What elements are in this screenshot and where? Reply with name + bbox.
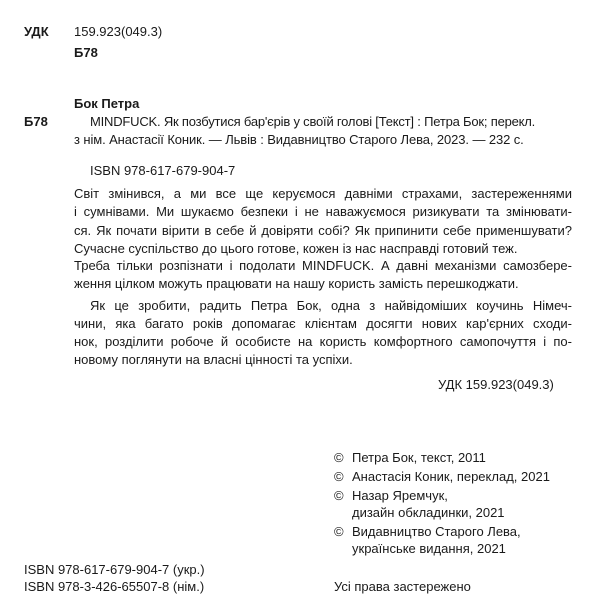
copyright-designer-role: дизайн обкладинки, 2021 (352, 505, 505, 520)
copyright-publisher: Видавництво Старого Лева, (352, 524, 521, 539)
annotation-p1-line-1: Світ змінився, а ми все ще керуємося давніми страхами, застереженнями (74, 186, 572, 201)
annotation-p2-line-3: нок, розділити робоче й особисте на користь комфортного самопочуття і по- (74, 334, 572, 349)
annotation-p2-line-2: чини, яка багато років допомагає клієнтам досягти нових кар'єрних сходи- (74, 316, 572, 331)
udk-code: 159.923(049.3) (74, 24, 163, 39)
copyright-symbol: © (334, 450, 344, 465)
catalog-line-2: з нім. Анастасії Коник. — Львів : Видавництво Старого Лева, 2023. — 232 с. (74, 132, 524, 147)
author-heading: Бок Петра (74, 96, 140, 111)
annotation-p1-line-5: ження цілком можуть працювати на нашу користь замість перешкоджати. (74, 276, 519, 291)
copyright-author: Петра Бок, текст, 2011 (352, 450, 486, 465)
copyright-translator: Анастасія Коник, переклад, 2021 (352, 469, 550, 484)
isbn-ukr: ISBN 978-617-679-904-7 (укр.) (24, 562, 205, 577)
author-code: Б78 (74, 45, 98, 60)
annotation-p1-line-3: ся. Як почати вірити в себе й довіряти собі? Як припинити себе применшувати? Сучасне суспільство до цього готове, кожен із нас насправді готовий теж. (74, 223, 572, 256)
udk-label: УДК (24, 24, 49, 39)
annotation-p1-line-2: і сумнівами. Ми шукаємо безпеки і не наважуємося ризикувати та змінювати- (74, 204, 572, 219)
annotation-p2-line-1: Як це зробити, радить Петра Бок, одна з найвідоміших коучинь Німеч- (90, 298, 572, 313)
annotation-p1-line-4: Треба тільки розпізнати і подолати MINDFUCK. А давні механізми самозбере- (74, 258, 572, 273)
annotation-p2-line-4: новому поглянути на власні цінності та успіхи. (74, 352, 353, 367)
index-code: Б78 (24, 114, 48, 129)
isbn-ger: ISBN 978-3-426-65507-8 (нім.) (24, 579, 205, 594)
copyright-symbol: © (334, 524, 344, 539)
copyright-publisher-edition: українське видання, 2021 (352, 541, 506, 556)
rights-reserved: Усі права застережено (334, 579, 471, 594)
udk-footer: УДК 159.923(049.3) (438, 377, 554, 392)
copyright-symbol: © (334, 488, 344, 503)
catalog-line-1: MINDFUCK. Як позбутися бар'єрів у своїй голові [Текст] : Петра Бок; перекл. (90, 114, 536, 129)
copyright-symbol: © (334, 469, 344, 484)
copyright-designer: Назар Яремчук, (352, 488, 448, 503)
catalog-isbn: ISBN 978-617-679-904-7 (90, 163, 236, 178)
